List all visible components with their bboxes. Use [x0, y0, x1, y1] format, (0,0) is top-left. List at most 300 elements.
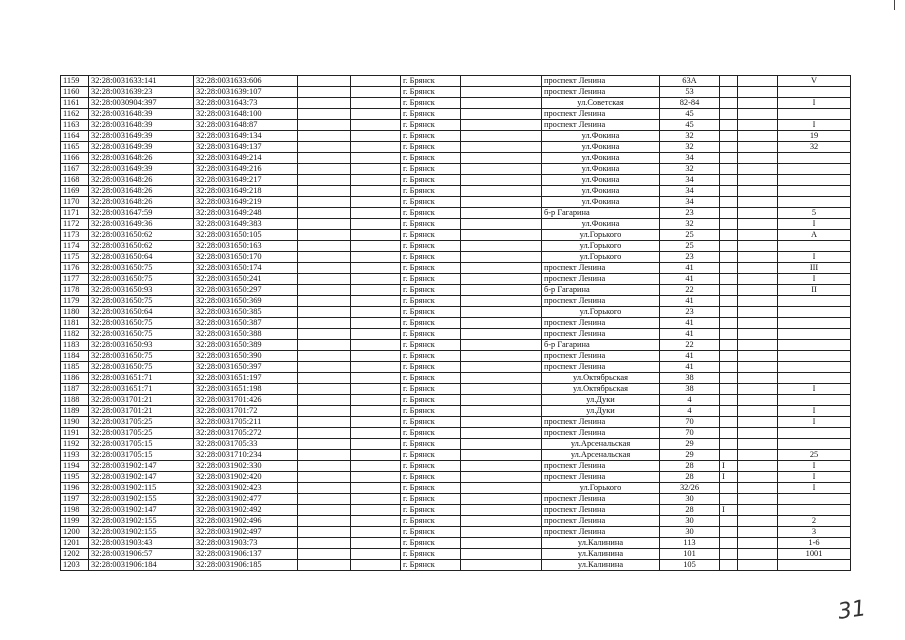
object-cadastral-number: 32:28:0031651:197 — [194, 373, 298, 384]
empty-cell — [298, 329, 351, 340]
empty-cell — [298, 296, 351, 307]
handwritten-page-number: 31 — [836, 596, 868, 625]
land-cadastral-number: 32:28:0031705:15 — [89, 439, 194, 450]
row-number: 1186 — [61, 373, 89, 384]
building-mark — [720, 318, 738, 329]
house-number: 23 — [660, 208, 720, 219]
house-number: 29 — [660, 450, 720, 461]
building-mark — [720, 384, 738, 395]
empty-cell — [351, 87, 401, 98]
street: проспект Ленина — [542, 318, 660, 329]
empty-cell — [461, 285, 542, 296]
building-mark — [720, 428, 738, 439]
empty-cell — [461, 186, 542, 197]
empty-cell — [461, 494, 542, 505]
premises-number — [778, 340, 851, 351]
empty-cell — [738, 175, 778, 186]
house-number: 28 — [660, 505, 720, 516]
empty-cell — [298, 527, 351, 538]
table-row — [61, 252, 851, 263]
premises-number — [778, 351, 851, 362]
table-row — [61, 230, 851, 241]
object-cadastral-number: 32:28:0031902:497 — [194, 527, 298, 538]
land-cadastral-number: 32:28:0031650:75 — [89, 351, 194, 362]
building-mark: I — [720, 472, 738, 483]
city: г. Брянск — [401, 252, 461, 263]
premises-number: 32 — [778, 142, 851, 153]
empty-cell — [351, 175, 401, 186]
row-number: 1174 — [61, 241, 89, 252]
street: ул.Фокина — [542, 153, 660, 164]
table-row — [61, 395, 851, 406]
empty-cell — [461, 384, 542, 395]
row-number: 1187 — [61, 384, 89, 395]
empty-cell — [461, 197, 542, 208]
row-number: 1183 — [61, 340, 89, 351]
street: проспект Ленина — [542, 351, 660, 362]
empty-cell — [351, 252, 401, 263]
table-row — [61, 197, 851, 208]
object-cadastral-number: 32:28:0031649:248 — [194, 208, 298, 219]
empty-cell — [298, 120, 351, 131]
house-number: 32/26 — [660, 483, 720, 494]
empty-cell — [738, 472, 778, 483]
street: проспект Ленина — [542, 516, 660, 527]
street: проспект Ленина — [542, 120, 660, 131]
street: проспект Ленина — [542, 472, 660, 483]
empty-cell — [298, 164, 351, 175]
city: г. Брянск — [401, 153, 461, 164]
street: проспект Ленина — [542, 505, 660, 516]
empty-cell — [738, 406, 778, 417]
empty-cell — [298, 230, 351, 241]
street: ул.Горького — [542, 483, 660, 494]
street: ул.Фокина — [542, 131, 660, 142]
city: г. Брянск — [401, 175, 461, 186]
empty-cell — [351, 527, 401, 538]
row-number: 1189 — [61, 406, 89, 417]
land-cadastral-number: 32:28:0031906:57 — [89, 549, 194, 560]
empty-cell — [461, 560, 542, 571]
empty-cell — [461, 296, 542, 307]
building-mark — [720, 373, 738, 384]
row-number: 1177 — [61, 274, 89, 285]
empty-cell — [351, 153, 401, 164]
land-cadastral-number: 32:28:0031705:25 — [89, 417, 194, 428]
row-number: 1184 — [61, 351, 89, 362]
house-number: 70 — [660, 417, 720, 428]
empty-cell — [298, 384, 351, 395]
land-cadastral-number: 32:28:0031903:43 — [89, 538, 194, 549]
building-mark — [720, 560, 738, 571]
premises-number: А — [778, 230, 851, 241]
land-cadastral-number: 32:28:0031649:39 — [89, 164, 194, 175]
land-cadastral-number: 32:28:0031705:15 — [89, 450, 194, 461]
land-cadastral-number: 32:28:0031650:75 — [89, 362, 194, 373]
row-number: 1199 — [61, 516, 89, 527]
empty-cell — [738, 285, 778, 296]
empty-cell — [461, 318, 542, 329]
table-row — [61, 76, 851, 87]
street: ул.Арсенальская — [542, 450, 660, 461]
land-cadastral-number: 32:28:0031902:147 — [89, 505, 194, 516]
empty-cell — [298, 516, 351, 527]
land-cadastral-number: 32:28:0031639:23 — [89, 87, 194, 98]
table-row — [61, 87, 851, 98]
building-mark — [720, 516, 738, 527]
premises-number: I — [778, 120, 851, 131]
object-cadastral-number: 32:28:0031903:73 — [194, 538, 298, 549]
table-row — [61, 153, 851, 164]
object-cadastral-number: 32:28:0031649:214 — [194, 153, 298, 164]
empty-cell — [351, 241, 401, 252]
row-number: 1185 — [61, 362, 89, 373]
empty-cell — [461, 153, 542, 164]
land-cadastral-number: 32:28:0031701:21 — [89, 406, 194, 417]
building-mark — [720, 329, 738, 340]
row-number: 1192 — [61, 439, 89, 450]
premises-number: 5 — [778, 208, 851, 219]
empty-cell — [298, 494, 351, 505]
empty-cell — [298, 98, 351, 109]
empty-cell — [738, 109, 778, 120]
object-cadastral-number: 32:28:0031650:389 — [194, 340, 298, 351]
premises-number — [778, 197, 851, 208]
empty-cell — [738, 230, 778, 241]
object-cadastral-number: 32:28:0031902:492 — [194, 505, 298, 516]
house-number: 4 — [660, 395, 720, 406]
street: ул.Дуки — [542, 395, 660, 406]
object-cadastral-number: 32:28:0031701:426 — [194, 395, 298, 406]
empty-cell — [738, 549, 778, 560]
empty-cell — [298, 197, 351, 208]
house-number: 25 — [660, 230, 720, 241]
empty-cell — [351, 340, 401, 351]
empty-cell — [738, 395, 778, 406]
land-cadastral-number: 32:28:0031649:39 — [89, 131, 194, 142]
empty-cell — [738, 87, 778, 98]
city: г. Брянск — [401, 329, 461, 340]
row-number: 1173 — [61, 230, 89, 241]
street: ул.Фокина — [542, 175, 660, 186]
empty-cell — [298, 274, 351, 285]
land-cadastral-number: 32:28:0031701:21 — [89, 395, 194, 406]
land-cadastral-number: 32:28:0031648:26 — [89, 153, 194, 164]
building-mark — [720, 351, 738, 362]
row-number: 1172 — [61, 219, 89, 230]
empty-cell — [738, 461, 778, 472]
object-cadastral-number: 32:28:0031710:234 — [194, 450, 298, 461]
object-cadastral-number: 32:28:0031650:397 — [194, 362, 298, 373]
object-cadastral-number: 32:28:0031906:185 — [194, 560, 298, 571]
city: г. Брянск — [401, 197, 461, 208]
land-cadastral-number: 32:28:0031650:64 — [89, 252, 194, 263]
building-mark — [720, 494, 738, 505]
premises-number — [778, 362, 851, 373]
empty-cell — [461, 340, 542, 351]
empty-cell — [351, 384, 401, 395]
premises-number — [778, 186, 851, 197]
building-mark — [720, 186, 738, 197]
empty-cell — [738, 208, 778, 219]
land-cadastral-number: 32:28:0031650:64 — [89, 307, 194, 318]
empty-cell — [351, 428, 401, 439]
object-cadastral-number: 32:28:0031649:217 — [194, 175, 298, 186]
premises-number — [778, 175, 851, 186]
empty-cell — [738, 76, 778, 87]
object-cadastral-number: 32:28:0031650:174 — [194, 263, 298, 274]
row-number: 1163 — [61, 120, 89, 131]
premises-number: 1-6 — [778, 538, 851, 549]
premises-number: 19 — [778, 131, 851, 142]
house-number: 113 — [660, 538, 720, 549]
empty-cell — [461, 164, 542, 175]
empty-cell — [461, 219, 542, 230]
empty-cell — [461, 483, 542, 494]
object-cadastral-number: 32:28:0031902:423 — [194, 483, 298, 494]
empty-cell — [351, 307, 401, 318]
house-number: 105 — [660, 560, 720, 571]
city: г. Брянск — [401, 109, 461, 120]
land-cadastral-number: 32:28:0031650:93 — [89, 340, 194, 351]
land-cadastral-number: 32:28:0031650:75 — [89, 263, 194, 274]
empty-cell — [298, 549, 351, 560]
building-mark — [720, 285, 738, 296]
city: г. Брянск — [401, 461, 461, 472]
table-row — [61, 120, 851, 131]
city: г. Брянск — [401, 164, 461, 175]
empty-cell — [351, 483, 401, 494]
table-row — [61, 428, 851, 439]
empty-cell — [738, 296, 778, 307]
house-number: 38 — [660, 384, 720, 395]
table-row — [61, 241, 851, 252]
table-row — [61, 164, 851, 175]
table-row — [61, 384, 851, 395]
empty-cell — [738, 340, 778, 351]
premises-number — [778, 373, 851, 384]
empty-cell — [351, 395, 401, 406]
empty-cell — [461, 307, 542, 318]
object-cadastral-number: 32:28:0031649:219 — [194, 197, 298, 208]
object-cadastral-number: 32:28:0031649:383 — [194, 219, 298, 230]
object-cadastral-number: 32:28:0031902:420 — [194, 472, 298, 483]
empty-cell — [298, 483, 351, 494]
premises-number: 2 — [778, 516, 851, 527]
land-cadastral-number: 32:28:0031902:155 — [89, 516, 194, 527]
row-number: 1178 — [61, 285, 89, 296]
premises-number — [778, 505, 851, 516]
empty-cell — [461, 208, 542, 219]
city: г. Брянск — [401, 351, 461, 362]
street: ул.Горького — [542, 252, 660, 263]
city: г. Брянск — [401, 274, 461, 285]
object-cadastral-number: 32:28:0031633:606 — [194, 76, 298, 87]
row-number: 1203 — [61, 560, 89, 571]
building-mark — [720, 131, 738, 142]
table-row — [61, 296, 851, 307]
empty-cell — [298, 428, 351, 439]
city: г. Брянск — [401, 373, 461, 384]
city: г. Брянск — [401, 263, 461, 274]
building-mark — [720, 208, 738, 219]
building-mark — [720, 417, 738, 428]
empty-cell — [351, 461, 401, 472]
empty-cell — [351, 373, 401, 384]
premises-number — [778, 87, 851, 98]
building-mark — [720, 483, 738, 494]
land-cadastral-number: 32:28:0031902:155 — [89, 494, 194, 505]
land-cadastral-number: 32:28:0031902:147 — [89, 461, 194, 472]
table-row — [61, 263, 851, 274]
premises-number: I — [778, 461, 851, 472]
empty-cell — [461, 538, 542, 549]
empty-cell — [298, 175, 351, 186]
city: г. Брянск — [401, 98, 461, 109]
empty-cell — [461, 131, 542, 142]
empty-cell — [351, 362, 401, 373]
empty-cell — [298, 76, 351, 87]
house-number: 41 — [660, 263, 720, 274]
street: проспект Ленина — [542, 76, 660, 87]
empty-cell — [351, 560, 401, 571]
object-cadastral-number: 32:28:0031705:33 — [194, 439, 298, 450]
house-number: 41 — [660, 351, 720, 362]
building-mark — [720, 274, 738, 285]
street: проспект Ленина — [542, 274, 660, 285]
building-mark: I — [720, 461, 738, 472]
empty-cell — [461, 241, 542, 252]
table-row — [61, 318, 851, 329]
empty-cell — [298, 285, 351, 296]
land-cadastral-number: 32:28:0031650:75 — [89, 296, 194, 307]
empty-cell — [298, 560, 351, 571]
empty-cell — [738, 560, 778, 571]
city: г. Брянск — [401, 417, 461, 428]
empty-cell — [298, 505, 351, 516]
premises-number — [778, 241, 851, 252]
empty-cell — [298, 472, 351, 483]
land-cadastral-number: 32:28:0030904:397 — [89, 98, 194, 109]
empty-cell — [298, 241, 351, 252]
house-number: 53 — [660, 87, 720, 98]
premises-number — [778, 307, 851, 318]
row-number: 1179 — [61, 296, 89, 307]
city: г. Брянск — [401, 76, 461, 87]
house-number: 34 — [660, 186, 720, 197]
street: проспект Ленина — [542, 428, 660, 439]
table-row — [61, 109, 851, 120]
empty-cell — [461, 472, 542, 483]
object-cadastral-number: 32:28:0031650:385 — [194, 307, 298, 318]
building-mark — [720, 241, 738, 252]
house-number: 23 — [660, 307, 720, 318]
table-row — [61, 538, 851, 549]
street: ул.Октябрьская — [542, 373, 660, 384]
row-number: 1169 — [61, 186, 89, 197]
house-number: 22 — [660, 340, 720, 351]
city: г. Брянск — [401, 186, 461, 197]
empty-cell — [461, 428, 542, 439]
empty-cell — [461, 142, 542, 153]
object-cadastral-number: 32:28:0031902:496 — [194, 516, 298, 527]
house-number: 41 — [660, 318, 720, 329]
street: ул.Горького — [542, 230, 660, 241]
empty-cell — [351, 131, 401, 142]
land-cadastral-number: 32:28:0031651:71 — [89, 373, 194, 384]
empty-cell — [461, 417, 542, 428]
empty-cell — [461, 362, 542, 373]
land-cadastral-number: 32:28:0031902:147 — [89, 472, 194, 483]
street: ул.Арсенальская — [542, 439, 660, 450]
house-number: 28 — [660, 461, 720, 472]
city: г. Брянск — [401, 241, 461, 252]
premises-number: I — [778, 384, 851, 395]
empty-cell — [351, 549, 401, 560]
row-number: 1165 — [61, 142, 89, 153]
premises-number — [778, 153, 851, 164]
empty-cell — [461, 439, 542, 450]
empty-cell — [738, 362, 778, 373]
house-number: 28 — [660, 472, 720, 483]
building-mark — [720, 120, 738, 131]
table-row — [61, 208, 851, 219]
premises-number — [778, 329, 851, 340]
empty-cell — [738, 274, 778, 285]
empty-cell — [298, 307, 351, 318]
land-cadastral-number: 32:28:0031902:155 — [89, 527, 194, 538]
premises-number — [778, 439, 851, 450]
row-number: 1171 — [61, 208, 89, 219]
table-row — [61, 285, 851, 296]
premises-number — [778, 560, 851, 571]
building-mark — [720, 538, 738, 549]
empty-cell — [461, 274, 542, 285]
city: г. Брянск — [401, 494, 461, 505]
empty-cell — [298, 362, 351, 373]
row-number: 1162 — [61, 109, 89, 120]
empty-cell — [738, 307, 778, 318]
house-number: 70 — [660, 428, 720, 439]
house-number: 38 — [660, 373, 720, 384]
building-mark — [720, 450, 738, 461]
building-mark — [720, 109, 738, 120]
street: ул.Горького — [542, 241, 660, 252]
building-mark — [720, 164, 738, 175]
empty-cell — [298, 131, 351, 142]
city: г. Брянск — [401, 384, 461, 395]
house-number: 22 — [660, 285, 720, 296]
object-cadastral-number: 32:28:0031650:388 — [194, 329, 298, 340]
object-cadastral-number: 32:28:0031648:100 — [194, 109, 298, 120]
row-number: 1160 — [61, 87, 89, 98]
land-cadastral-number: 32:28:0031650:62 — [89, 241, 194, 252]
city: г. Брянск — [401, 483, 461, 494]
table-row — [61, 560, 851, 571]
city: г. Брянск — [401, 208, 461, 219]
table-row — [61, 406, 851, 417]
city: г. Брянск — [401, 439, 461, 450]
house-number: 41 — [660, 329, 720, 340]
empty-cell — [461, 230, 542, 241]
empty-cell — [298, 263, 351, 274]
table-row — [61, 307, 851, 318]
empty-cell — [738, 131, 778, 142]
land-cadastral-number: 32:28:0031650:75 — [89, 318, 194, 329]
empty-cell — [738, 263, 778, 274]
empty-cell — [298, 351, 351, 362]
city: г. Брянск — [401, 340, 461, 351]
